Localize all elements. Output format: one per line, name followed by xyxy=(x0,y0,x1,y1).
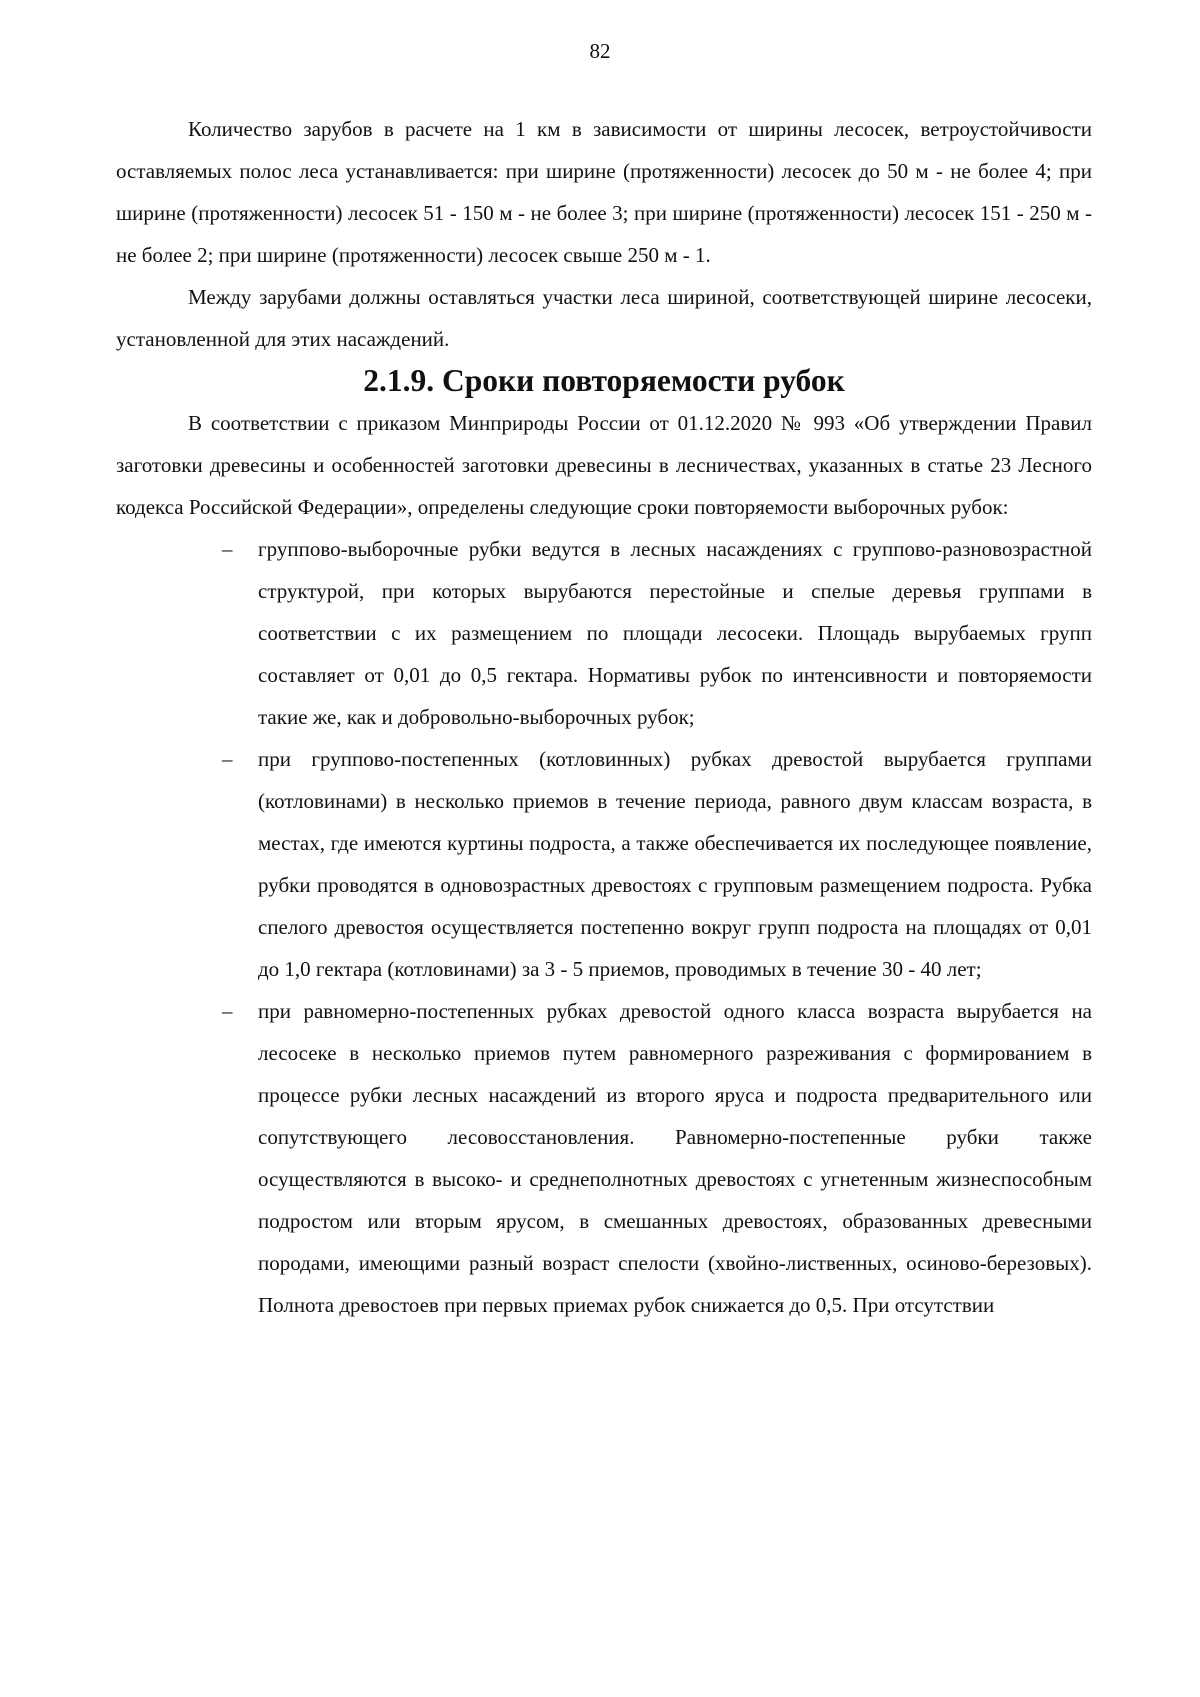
section-heading: 2.1.9. Сроки повторяемости рубок xyxy=(363,363,845,398)
list-item xyxy=(116,738,1092,990)
bullet-marker: – xyxy=(222,999,233,1023)
list-item-text: группово-выборочные рубки ведутся в лесных насаждениях с группово-разновозрастной структурой, при которых вырубаются перестойные и спелые деревья группами в соответствии с их размещением по площади лесосеки. Площадь вырубаемых групп составляет от 0,01 до 0,5 гектара. Нормативы рубок по интенсивности и повторяемости такие же, как и добровольно-выборочных рубок; xyxy=(258,537,1092,729)
paragraph-cut-count: Количество зарубов в расчете на 1 км в зависимости от ширины лесосек, ветроустойчивости оставляемых полос леса устанавливается: при ширине (протяженности) лесосек до 50 м - не более 4; при ширине (протяженности) лесосек 51 - 150 м - не более 3; при ширине (протяженности) лесосек 151 - 250 м - не более 2; при ширине (протяженности) лесосек свыше 250 м - 1. xyxy=(116,117,1092,267)
list-item-text: при группово-постепенных (котловинных) рубках древостой вырубается группами (котловинами) в несколько приемов в течение периода, равного двум классам возраста, в местах, где имеются куртины подроста, а также обеспечивается их последующее появление, рубки проводятся в одновозрастных древостоях с групповым размещением подроста. Рубка спелого древостоя осуществляется постепенно вокруг групп подроста на площадях от 0,01 до 1,0 гектара (котловинами) за 3 - 5 приемов, проводимых в течение 30 - 40 лет; xyxy=(258,747,1092,981)
bullet-marker: – xyxy=(222,537,233,561)
bullet-marker: – xyxy=(222,747,233,771)
list-item xyxy=(116,990,1092,1326)
list-item xyxy=(116,528,1092,738)
document-body xyxy=(116,108,1092,1326)
list-item-text: при равномерно-постепенных рубках древостой одного класса возраста вырубается на лесосеке в несколько приемов путем равномерного разреживания с формированием в процессе рубки лесных насаждений из второго яруса и подроста предварительного или сопутствующего лесовосстановления. Равномерно-постепенные рубки также осуществляются в высоко- и среднеполнотных древостоях с угнетенным жизнеспособным подростом или вторым ярусом, в смешанных древостоях, образованных древесными породами, имеющими разный возраст спелости (хвойно-лиственных, осиново-березовых). Полнота древостоев при первых приемах рубок снижается до 0,5. При отсутствии xyxy=(258,999,1092,1317)
bullet-list xyxy=(116,528,1092,1326)
page-number: 82 xyxy=(589,39,611,63)
section-intro-paragraph: В соответствии с приказом Минприроды России от 01.12.2020 № 993 «Об утверждении Правил заготовки древесины и особенностей заготовки древесины в лесничествах, указанных в статье 23 Лесного кодекса Российской Федерации», определены следующие сроки повторяемости выборочных рубок: xyxy=(116,411,1092,519)
paragraph-strips-between-cuts: Между зарубами должны оставляться участки леса шириной, соответствующей ширине лесосеки, установленной для этих насаждений. xyxy=(116,285,1092,351)
